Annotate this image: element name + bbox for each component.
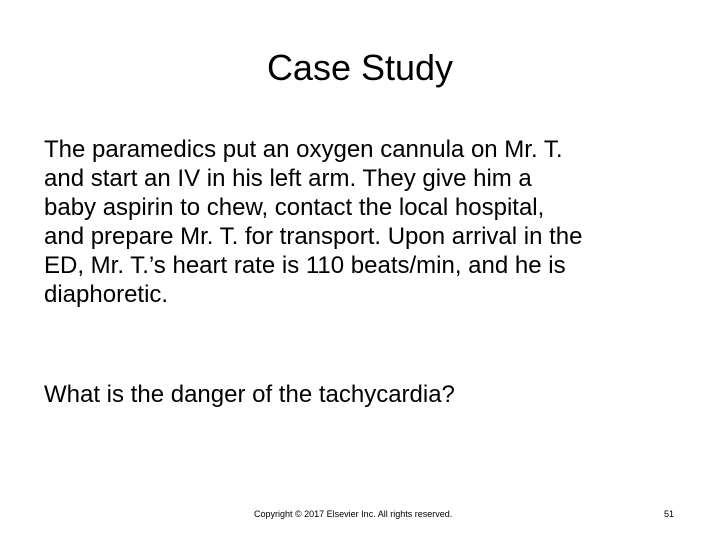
case-description-line: diaphoretic.	[44, 281, 169, 308]
case-description-line: baby aspirin to chew, contact the local hospital,	[44, 194, 545, 221]
case-description-line: The paramedics put an oxygen cannula on Mr. T.	[44, 136, 563, 163]
case-description	[44, 135, 694, 309]
page-number: 51	[664, 509, 675, 519]
copyright-notice: Copyright © 2017 Elsevier Inc. All rights reserved.	[254, 509, 453, 519]
discussion-question: What is the danger of the tachycardia?	[44, 381, 455, 408]
case-description-line: ED, Mr. T.’s heart rate is 110 beats/min, and he is	[44, 252, 566, 279]
slide-title: Case Study	[266, 47, 454, 88]
case-description-line: and start an IV in his left arm. They give him a	[44, 165, 532, 192]
case-description-line: and prepare Mr. T. for transport. Upon arrival in the	[44, 223, 583, 250]
